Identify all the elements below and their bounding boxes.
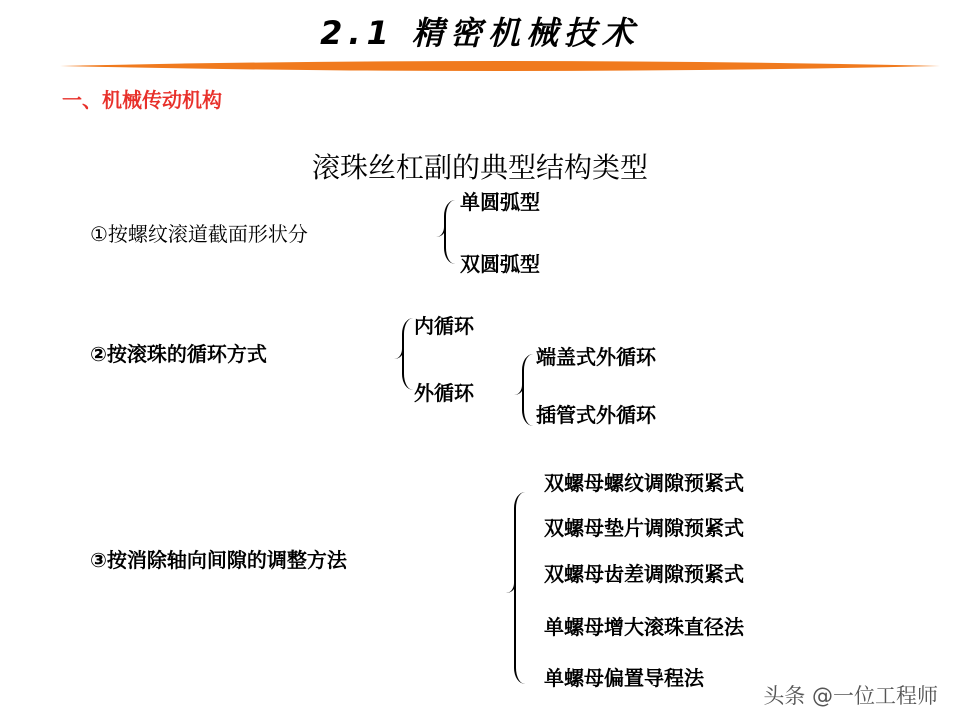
group3-label: ③按消除轴向间隙的调整方法 (90, 548, 347, 572)
group2-item-1: 内循环 (414, 314, 474, 338)
title-underline (60, 58, 940, 74)
slide-subtitle: 滚珠丝杠副的典型结构类型 (311, 151, 648, 184)
group1-item-2: 双圆弧型 (460, 252, 540, 276)
group1-label: ①按螺纹滚道截面形状分 (90, 222, 308, 246)
group2-label: ②按滚珠的循环方式 (90, 342, 267, 366)
group3-brace (514, 492, 538, 684)
slide-title: 2.1 精密机械技术 (320, 14, 640, 52)
group1-item-1: 单圆弧型 (460, 190, 540, 214)
group3-item-2: 双螺母垫片调隙预紧式 (544, 516, 744, 540)
group2-sub-item-2: 插管式外循环 (536, 403, 656, 427)
group3-item-5: 单螺母偏置导程法 (544, 666, 704, 690)
group3-item-3: 双螺母齿差调隙预紧式 (544, 562, 744, 586)
watermark: 头条 @一位工程师 (763, 684, 938, 708)
section-heading: 一、机械传动机构 (62, 88, 222, 112)
group2-sub-item-1: 端盖式外循环 (536, 345, 656, 369)
group2-item-2: 外循环 (414, 381, 474, 405)
group3-item-1: 双螺母螺纹调隙预紧式 (544, 471, 744, 495)
group3-item-4: 单螺母增大滚珠直径法 (544, 615, 744, 639)
